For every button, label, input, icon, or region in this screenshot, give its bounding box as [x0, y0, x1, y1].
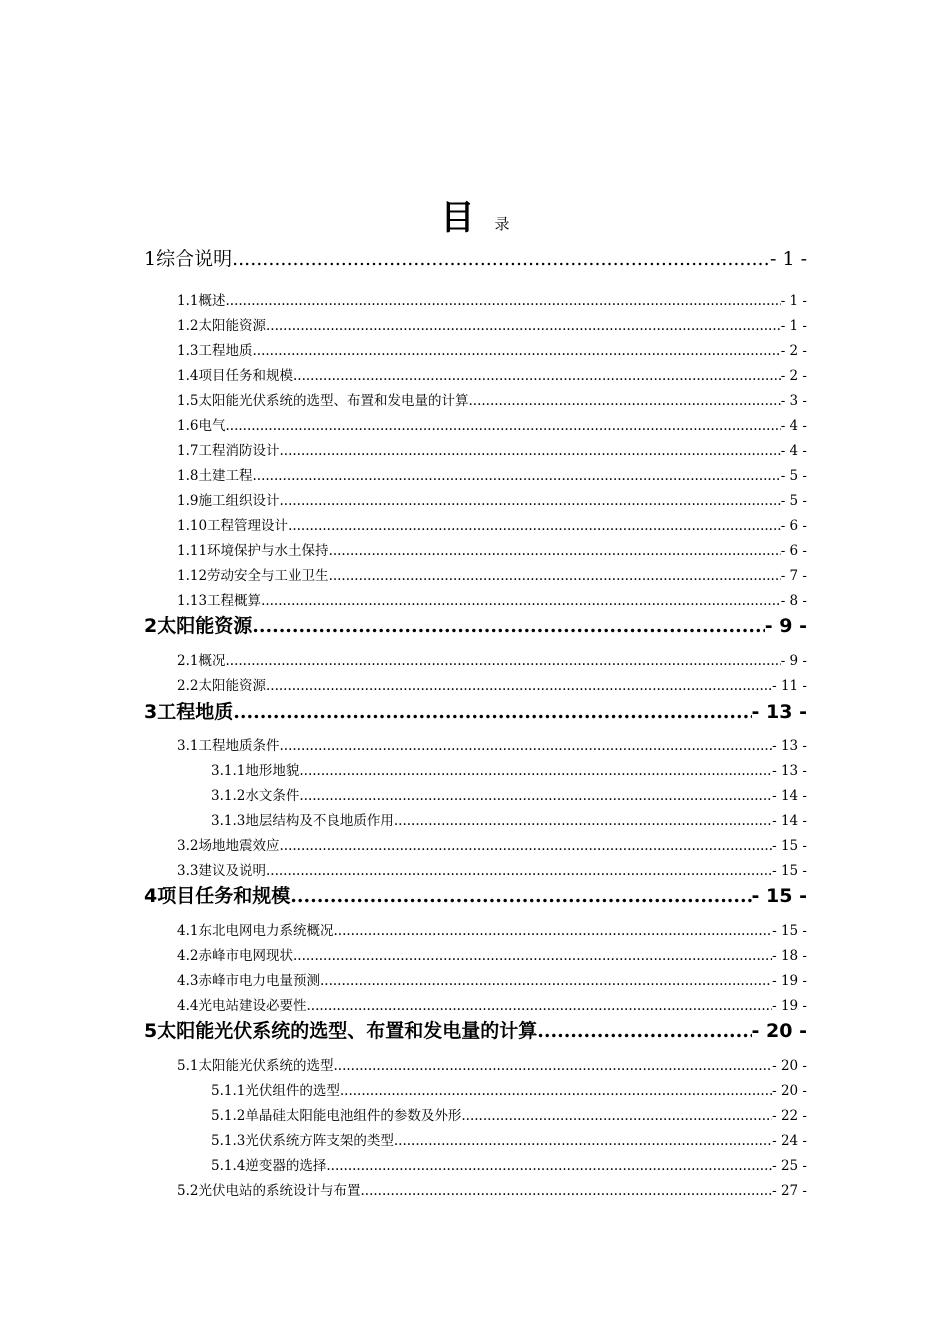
toc-entry[interactable] — [177, 649, 807, 669]
toc-entry[interactable] — [144, 611, 807, 638]
toc-entry[interactable] — [177, 414, 807, 434]
toc-entry[interactable] — [177, 734, 807, 754]
toc-entry-label: 1.8土建工程 — [177, 468, 253, 484]
toc-entry[interactable] — [177, 289, 807, 309]
toc-entry-page: - 15 - — [751, 885, 807, 907]
toc-entry-page: - 9 - — [780, 653, 807, 669]
toc-entry-label: 1.6电气 — [177, 418, 226, 434]
toc-entry-label: 1.3工程地质 — [177, 343, 253, 359]
toc-entry-page: - 11 - — [772, 678, 807, 694]
toc-title — [0, 190, 950, 239]
toc-entry-page: - 15 - — [772, 863, 807, 879]
toc-leader-dots — [468, 393, 780, 409]
toc-entry-label: 3.1.1地形地貌 — [211, 763, 300, 779]
toc-leader-dots — [537, 1020, 751, 1042]
toc-entry[interactable] — [177, 589, 807, 609]
toc-entry-label: 4.4光电站建设必要性 — [177, 998, 307, 1014]
toc-entry[interactable] — [211, 784, 807, 804]
toc-entry[interactable] — [177, 944, 807, 964]
toc-entry-label: 2.2太阳能资源 — [177, 678, 266, 694]
toc-entry[interactable] — [177, 339, 807, 359]
toc-entry[interactable] — [177, 389, 807, 409]
toc-leader-dots — [225, 293, 780, 309]
toc-entry-label: 4.2赤峰市电网现状 — [177, 948, 293, 964]
toc-leader-dots — [290, 885, 751, 907]
toc-leader-dots — [461, 1108, 772, 1124]
toc-entry-label: 5.1.4逆变器的选择 — [211, 1158, 327, 1174]
toc-entry[interactable] — [144, 244, 807, 271]
toc-leader-dots — [299, 788, 772, 804]
toc-entry[interactable] — [177, 464, 807, 484]
toc-leader-dots — [293, 368, 781, 384]
toc-entry-label: 5.1太阳能光伏系统的选型 — [177, 1058, 334, 1074]
toc-entry[interactable] — [177, 1179, 807, 1199]
toc-entry-page: - 20 - — [751, 1020, 807, 1042]
toc-entry-page: - 1 - — [780, 318, 807, 334]
toc-leader-dots — [333, 923, 772, 939]
toc-leader-dots — [225, 653, 780, 669]
toc-entry-label: 1.11环境保护与水土保持 — [177, 543, 329, 559]
toc-entry[interactable] — [177, 364, 807, 384]
toc-entry[interactable] — [177, 994, 807, 1014]
toc-entry-page: - 13 - — [772, 763, 807, 779]
toc-entry-label: 3.1.3地层结构及不良地质作用 — [211, 813, 394, 829]
toc-entry[interactable] — [144, 881, 807, 908]
toc-entry-page: - 4 - — [780, 418, 807, 434]
toc-entry-label: 1.13工程概算 — [177, 593, 262, 609]
toc-entry-page: - 20 - — [772, 1083, 807, 1099]
toc-leader-dots — [306, 998, 772, 1014]
toc-entry-label: 4项目任务和规模 — [144, 885, 291, 907]
toc-entry[interactable] — [211, 1154, 807, 1174]
toc-entry-label: 1.5太阳能光伏系统的选型、布置和发电量的计算 — [177, 393, 469, 409]
toc-leader-dots — [261, 593, 781, 609]
toc-leader-dots — [360, 1183, 772, 1199]
toc-title-sub: 录 — [494, 215, 510, 233]
toc-entry-label: 5太阳能光伏系统的选型、布置和发电量的计算 — [144, 1020, 538, 1042]
toc-leader-dots — [394, 813, 772, 829]
toc-entry[interactable] — [177, 489, 807, 509]
toc-entry-page: - 18 - — [772, 948, 807, 964]
toc-entry-page: - 15 - — [772, 838, 807, 854]
toc-leader-dots — [233, 701, 751, 723]
toc-entry-page: - 2 - — [780, 368, 807, 384]
toc-leader-dots — [329, 568, 781, 584]
toc-entry-label: 1.1概述 — [177, 293, 226, 309]
toc-leader-dots — [320, 973, 772, 989]
toc-entry[interactable] — [177, 919, 807, 939]
toc-entry-label: 5.1.3光伏系统方阵支架的类型 — [211, 1133, 394, 1149]
toc-entry[interactable] — [177, 859, 807, 879]
toc-entry-page: - 1 - — [769, 248, 807, 270]
toc-entry-page: - 22 - — [772, 1108, 807, 1124]
toc-entry[interactable] — [177, 439, 807, 459]
toc-entry-page: - 5 - — [780, 468, 807, 484]
toc-leader-dots — [279, 493, 780, 509]
toc-entry[interactable] — [177, 514, 807, 534]
toc-entry[interactable] — [177, 539, 807, 559]
toc-entry-page: - 8 - — [780, 593, 807, 609]
toc-entry-label: 3.1工程地质条件 — [177, 738, 280, 754]
toc-leader-dots — [279, 443, 780, 459]
toc-entry-label: 5.1.2单晶硅太阳能电池组件的参数及外形 — [211, 1108, 462, 1124]
toc-entry-label: 2太阳能资源 — [144, 615, 253, 637]
toc-entry-page: - 2 - — [780, 343, 807, 359]
toc-entry[interactable] — [211, 1129, 807, 1149]
toc-entry-label: 1.4项目任务和规模 — [177, 368, 293, 384]
toc-entry[interactable] — [211, 1104, 807, 1124]
toc-entry-page: - 1 - — [780, 293, 807, 309]
toc-title-main: 目 — [440, 198, 475, 238]
toc-entry-page: - 9 - — [764, 615, 807, 637]
toc-entry-label: 1.12劳动安全与工业卫生 — [177, 568, 329, 584]
toc-entry-label: 1.10工程管理设计 — [177, 518, 289, 534]
toc-entry-page: - 3 - — [780, 393, 807, 409]
toc-entry-page: - 5 - — [780, 493, 807, 509]
toc-leader-dots — [279, 838, 772, 854]
toc-entry-page: - 6 - — [780, 518, 807, 534]
toc-entry-label: 3工程地质 — [144, 701, 234, 723]
toc-entry-page: - 19 - — [772, 998, 807, 1014]
toc-entry-label: 2.1概况 — [177, 653, 226, 669]
toc-leader-dots — [293, 948, 772, 964]
toc-entry[interactable] — [177, 969, 807, 989]
toc-entry-label: 5.2光伏电站的系统设计与布置 — [177, 1183, 361, 1199]
toc-leader-dots — [252, 343, 780, 359]
toc-entry[interactable] — [177, 674, 807, 694]
toc-entry-page: - 14 - — [772, 813, 807, 829]
toc-entry-label: 3.3建议及说明 — [177, 863, 266, 879]
toc-entry-page: - 25 - — [772, 1158, 807, 1174]
toc-leader-dots — [232, 248, 770, 270]
toc-entry-label: 1.2太阳能资源 — [177, 318, 266, 334]
toc-leader-dots — [279, 738, 772, 754]
toc-entry[interactable] — [144, 697, 807, 724]
toc-leader-dots — [299, 763, 772, 779]
toc-entry[interactable] — [177, 314, 807, 334]
toc-entry[interactable] — [177, 834, 807, 854]
toc-entry-label: 1.7工程消防设计 — [177, 443, 280, 459]
toc-entry-page: - 20 - — [772, 1058, 807, 1074]
toc-entry-label: 4.3赤峰市电力电量预测 — [177, 973, 320, 989]
toc-leader-dots — [266, 318, 781, 334]
toc-entry-page: - 24 - — [772, 1133, 807, 1149]
toc-entry-label: 1综合说明 — [144, 248, 233, 270]
toc-leader-dots — [225, 418, 780, 434]
toc-entry-page: - 15 - — [772, 923, 807, 939]
toc-entry-label: 4.1东北电网电力系统概况 — [177, 923, 334, 939]
toc-leader-dots — [266, 678, 772, 694]
toc-leader-dots — [326, 1158, 772, 1174]
toc-entry[interactable] — [211, 759, 807, 779]
toc-entry[interactable] — [211, 809, 807, 829]
toc-entry-label: 1.9施工组织设计 — [177, 493, 280, 509]
toc-entry-page: - 13 - — [772, 738, 807, 754]
toc-leader-dots — [266, 863, 772, 879]
toc-leader-dots — [333, 1058, 772, 1074]
toc-entry-page: - 14 - — [772, 788, 807, 804]
toc-entry[interactable] — [177, 564, 807, 584]
toc-entry-page: - 7 - — [780, 568, 807, 584]
toc-entry-label: 3.1.2水文条件 — [211, 788, 300, 804]
toc-leader-dots — [340, 1083, 772, 1099]
toc-entry[interactable] — [211, 1079, 807, 1099]
toc-entry[interactable] — [144, 1016, 807, 1043]
toc-leader-dots — [394, 1133, 772, 1149]
toc-entry-label: 5.1.1光伏组件的选型 — [211, 1083, 340, 1099]
toc-entry-page: - 19 - — [772, 973, 807, 989]
toc-leader-dots — [252, 468, 780, 484]
toc-leader-dots — [329, 543, 781, 559]
toc-entry-page: - 13 - — [751, 701, 807, 723]
toc-entry[interactable] — [177, 1054, 807, 1074]
toc-entry-page: - 4 - — [780, 443, 807, 459]
toc-entry-label: 3.2场地地震效应 — [177, 838, 280, 854]
toc-leader-dots — [288, 518, 781, 534]
toc-entry-page: - 6 - — [780, 543, 807, 559]
toc-leader-dots — [252, 615, 765, 637]
toc-entry-page: - 27 - — [772, 1183, 807, 1199]
